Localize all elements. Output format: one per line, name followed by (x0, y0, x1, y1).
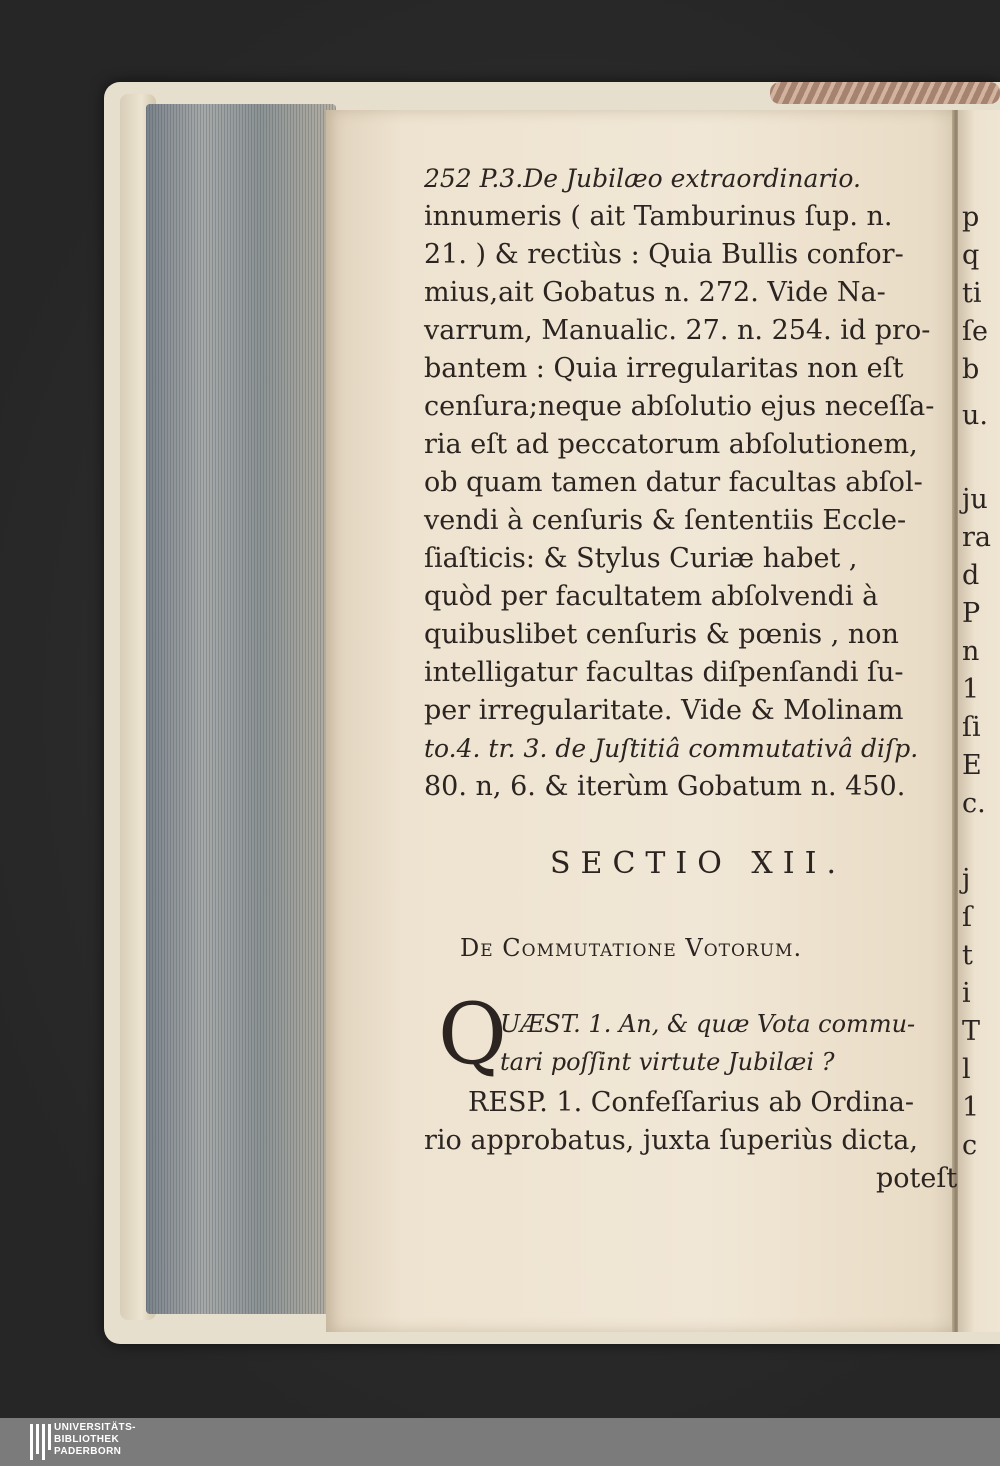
right-page-edge (958, 110, 1000, 1332)
next-page-fragment: 1 (962, 674, 980, 705)
binding-thread (770, 82, 1000, 104)
text-line: mius,ait Gobatus n. 272. Vide Na- (424, 277, 886, 308)
text-line: per irregularitate. Vide & Molinam (424, 695, 904, 726)
page-block-edge (146, 104, 336, 1314)
text-line: 80. n, 6. & iterùm Gobatum n. 450. (424, 771, 906, 802)
text-line: to.4. tr. 3. de Juſtitiâ commutativâ diſp. (424, 734, 919, 763)
next-page-fragment: ti (962, 278, 982, 309)
next-page-fragment: ſi (962, 712, 981, 743)
next-page-fragment: c (962, 1130, 978, 1161)
library-logo-icon (30, 1424, 56, 1460)
next-page-fragment: ſ (962, 902, 972, 933)
next-page-fragment: t (962, 940, 973, 971)
next-page-fragment: u. (962, 400, 988, 431)
text-line: bantem : Quia irregularitas non eſt (424, 353, 904, 384)
text-line: cenſura;neque abſolutio ejus neceſſa- (424, 391, 935, 422)
text-line: varrum, Manualic. 27. n. 254. id pro- (424, 315, 931, 346)
next-page-fragment: ra (962, 522, 992, 553)
next-page-fragment: q (962, 240, 980, 271)
next-page-fragment: i (962, 978, 971, 1009)
running-header: 252 P.3.De Jubilæo extraordinario. (424, 164, 861, 193)
text-line: quibuslibet cenſuris & pœnis , non (424, 619, 899, 650)
question-line: UÆST. 1. An, & quæ Vota commu- (500, 1010, 916, 1038)
response-line: rio approbatus, juxta ſuperiùs dicta, (424, 1125, 918, 1156)
text-line: ſiaſticis: & Stylus Curiæ habet , (424, 543, 858, 574)
section-title: SECTIO XII. (550, 846, 846, 881)
library-logo-text: UNIVERSITÄTS- BIBLIOTHEK PADERBORN (54, 1422, 136, 1457)
next-page-fragment: p (962, 202, 980, 233)
question-line: tari poſſint virtute Jubilæi ? (500, 1048, 835, 1076)
subsection-title: De Commutatione Votorum. (460, 934, 803, 962)
next-page-fragment: ju (962, 484, 988, 515)
text-line: 21. ) & rectiùs : Quia Bullis confor- (424, 239, 904, 270)
text-line: quòd per facultatem abſolvendi à (424, 581, 879, 612)
next-page-fragment: 1 (962, 1092, 980, 1123)
next-page-fragment: P (962, 598, 981, 629)
next-page-fragment: b (962, 354, 980, 385)
text-line: vendi à cenſuris & ſententiis Eccle- (424, 505, 907, 536)
next-page-fragment: j (962, 864, 971, 895)
next-page-fragment: d (962, 560, 980, 591)
next-page-fragment: E (962, 750, 982, 781)
response-line: RESP. 1. Confeſſarius ab Ordina- (468, 1087, 915, 1118)
text-line: intelligatur facultas diſpenſandi ſu- (424, 657, 904, 688)
footer-bar (0, 1418, 1000, 1466)
next-page-fragment: l (962, 1054, 971, 1085)
drop-capital: Q (438, 985, 507, 1083)
next-page-fragment: n (962, 636, 980, 667)
next-page-fragment: ſe (962, 316, 988, 347)
next-page-fragment: T (962, 1016, 981, 1047)
next-page-fragment: c. (962, 788, 986, 819)
catchword: poteſt (876, 1163, 958, 1194)
text-line: innumeris ( ait Tamburinus ſup. n. (424, 201, 893, 232)
text-line: ob quam tamen datur facultas abſol- (424, 467, 923, 498)
text-line: ria eſt ad peccatorum abſolutionem, (424, 429, 918, 460)
